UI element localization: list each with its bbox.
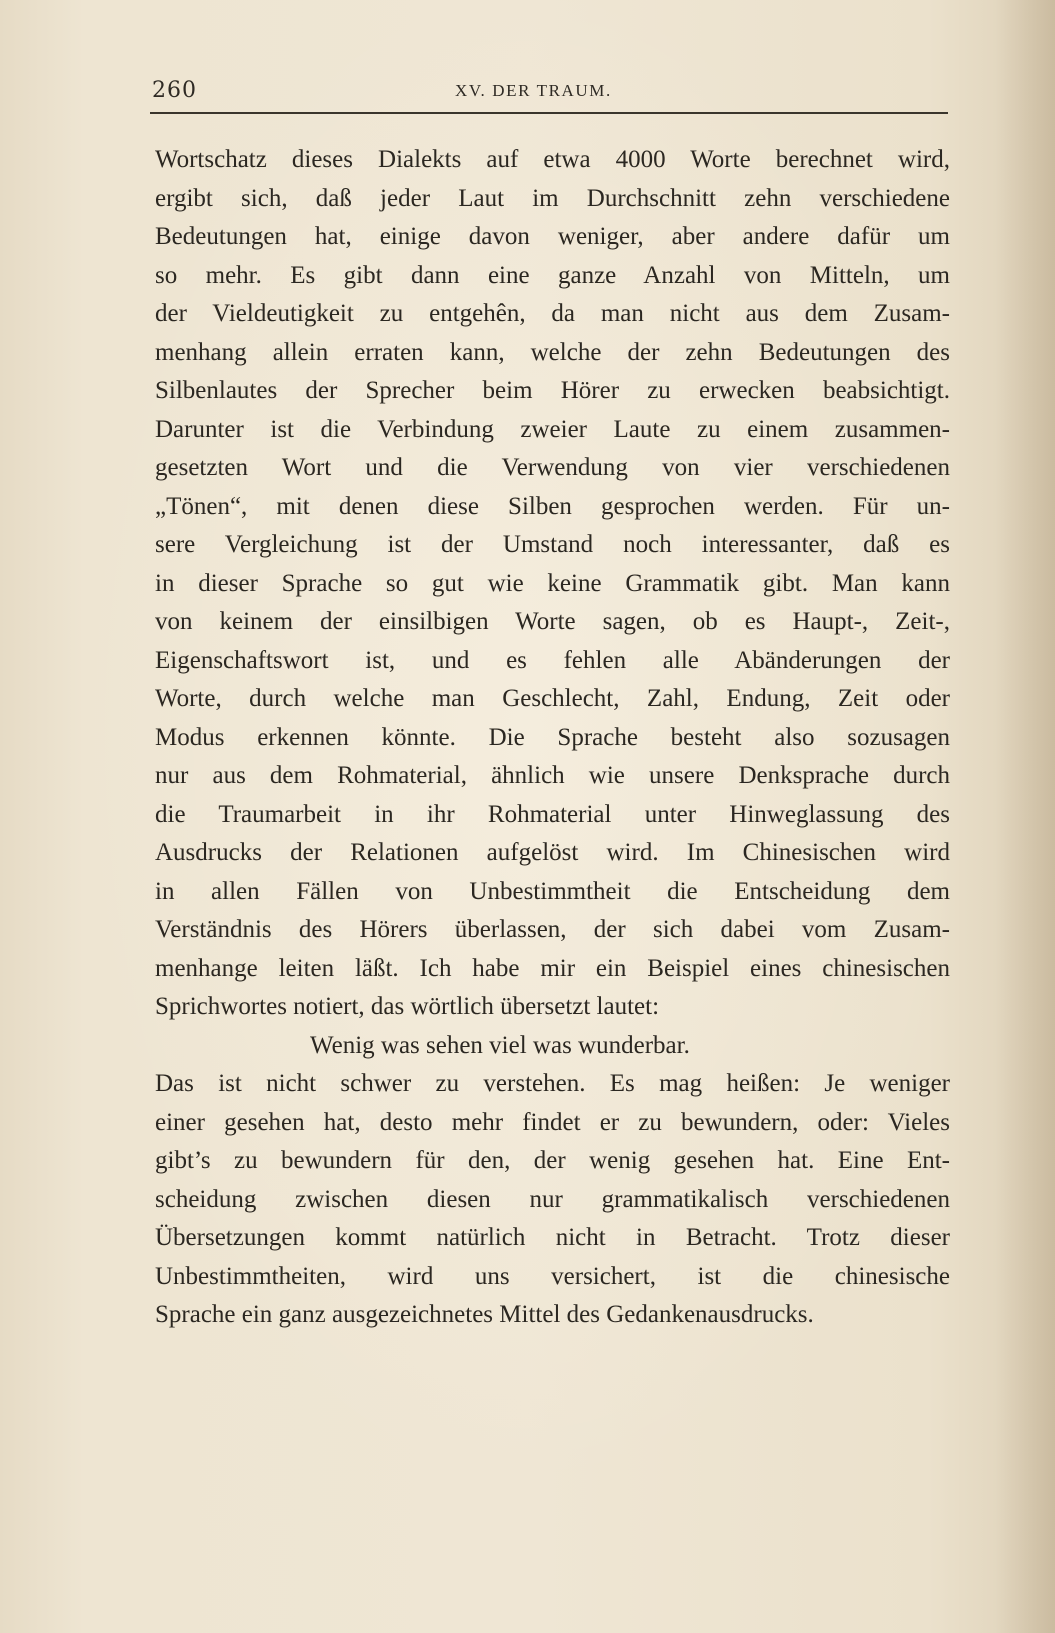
text-line: Worte, durch welche man Geschlecht, Zahl, Endung, Zeit oder xyxy=(155,685,950,712)
text-line: Modus erkennen könnte. Die Sprache besteht also sozusagen xyxy=(155,723,950,751)
text-line: Das ist nicht schwer zu verstehen. Es mag heißen: Je weniger xyxy=(155,1070,950,1097)
text-line: die Traumarbeit in ihr Rohmaterial unter Hinweglassung des xyxy=(155,800,950,828)
text-line: von keinem der einsilbigen Worte sagen, ob es Haupt-, Zeit-, xyxy=(155,608,950,635)
text-line: Übersetzungen kommt natürlich nicht in Betracht. Trotz dieser xyxy=(155,1224,950,1251)
header-rule xyxy=(150,112,948,114)
text-line: Sprache ein ganz ausgezeichnetes Mittel des Gedankenausdrucks. xyxy=(155,1301,814,1328)
text-line: gibt’s zu bewundern für den, der wenig gesehen hat. Eine Ent- xyxy=(155,1147,950,1174)
text-line: Silbenlautes der Sprecher beim Hörer zu erwecken beabsichtigt. xyxy=(155,377,950,404)
text-line: in allen Fällen von Unbestimmtheit die Entscheidung dem xyxy=(155,877,950,905)
proverb-quote: Wenig was sehen viel was wunderbar. xyxy=(310,1031,690,1059)
page-header xyxy=(150,78,945,108)
text-line: Darunter ist die Verbindung zweier Laute zu einem zusammen- xyxy=(155,415,950,443)
page-edge-shadow xyxy=(995,0,1055,1633)
text-line: einer gesehen hat, desto mehr findet er zu bewundern, oder: Vieles xyxy=(155,1108,950,1136)
text-line: gesetzten Wort und die Verwendung von vier verschiedenen xyxy=(155,454,950,481)
text-line: Verständnis des Hörers überlassen, der sich dabei vom Zusam- xyxy=(155,916,950,943)
text-line: ergibt sich, daß jeder Laut im Durchschnitt zehn verschiedene xyxy=(155,184,950,212)
page-number: 260 xyxy=(152,78,197,103)
text-line: Bedeutungen hat, einige davon weniger, aber andere dafür um xyxy=(155,223,950,250)
text-line: so mehr. Es gibt dann eine ganze Anzahl von Mitteln, um xyxy=(155,261,950,289)
running-title: XV. DER TRAUM. xyxy=(455,81,612,100)
text-line: menhange leiten läßt. Ich habe mir ein Beispiel eines chinesischen xyxy=(155,954,950,982)
text-line: „Tönen“, mit denen diese Silben gesprochen werden. Für un- xyxy=(155,492,950,520)
text-line: in dieser Sprache so gut wie keine Grammatik gibt. Man kann xyxy=(155,569,950,597)
text-line: Ausdrucks der Relationen aufgelöst wird. Im Chinesischen wird xyxy=(155,839,950,866)
text-line: Unbestimmtheiten, wird uns versichert, ist die chinesische xyxy=(155,1262,950,1290)
text-line: scheidung zwischen diesen nur grammatikalisch verschiedenen xyxy=(155,1185,950,1213)
text-line: menhang allein erraten kann, welche der zehn Bedeutungen des xyxy=(155,338,950,366)
body-text xyxy=(155,141,950,1335)
text-line: Wortschatz dieses Dialekts auf etwa 4000 Worte berechnet wird, xyxy=(155,146,950,173)
text-line: Sprichwortes notiert, das wörtlich übersetzt lautet: xyxy=(155,993,660,1020)
text-line: der Vieldeutigkeit zu entgehên, da man nicht aus dem Zusam- xyxy=(155,300,950,327)
text-line: nur aus dem Rohmaterial, ähnlich wie unsere Denksprache durch xyxy=(155,762,950,789)
text-line: sere Vergleichung ist der Umstand noch interessanter, daß es xyxy=(155,531,950,558)
text-line: Eigenschaftswort ist, und es fehlen alle Abänderungen der xyxy=(155,646,950,674)
